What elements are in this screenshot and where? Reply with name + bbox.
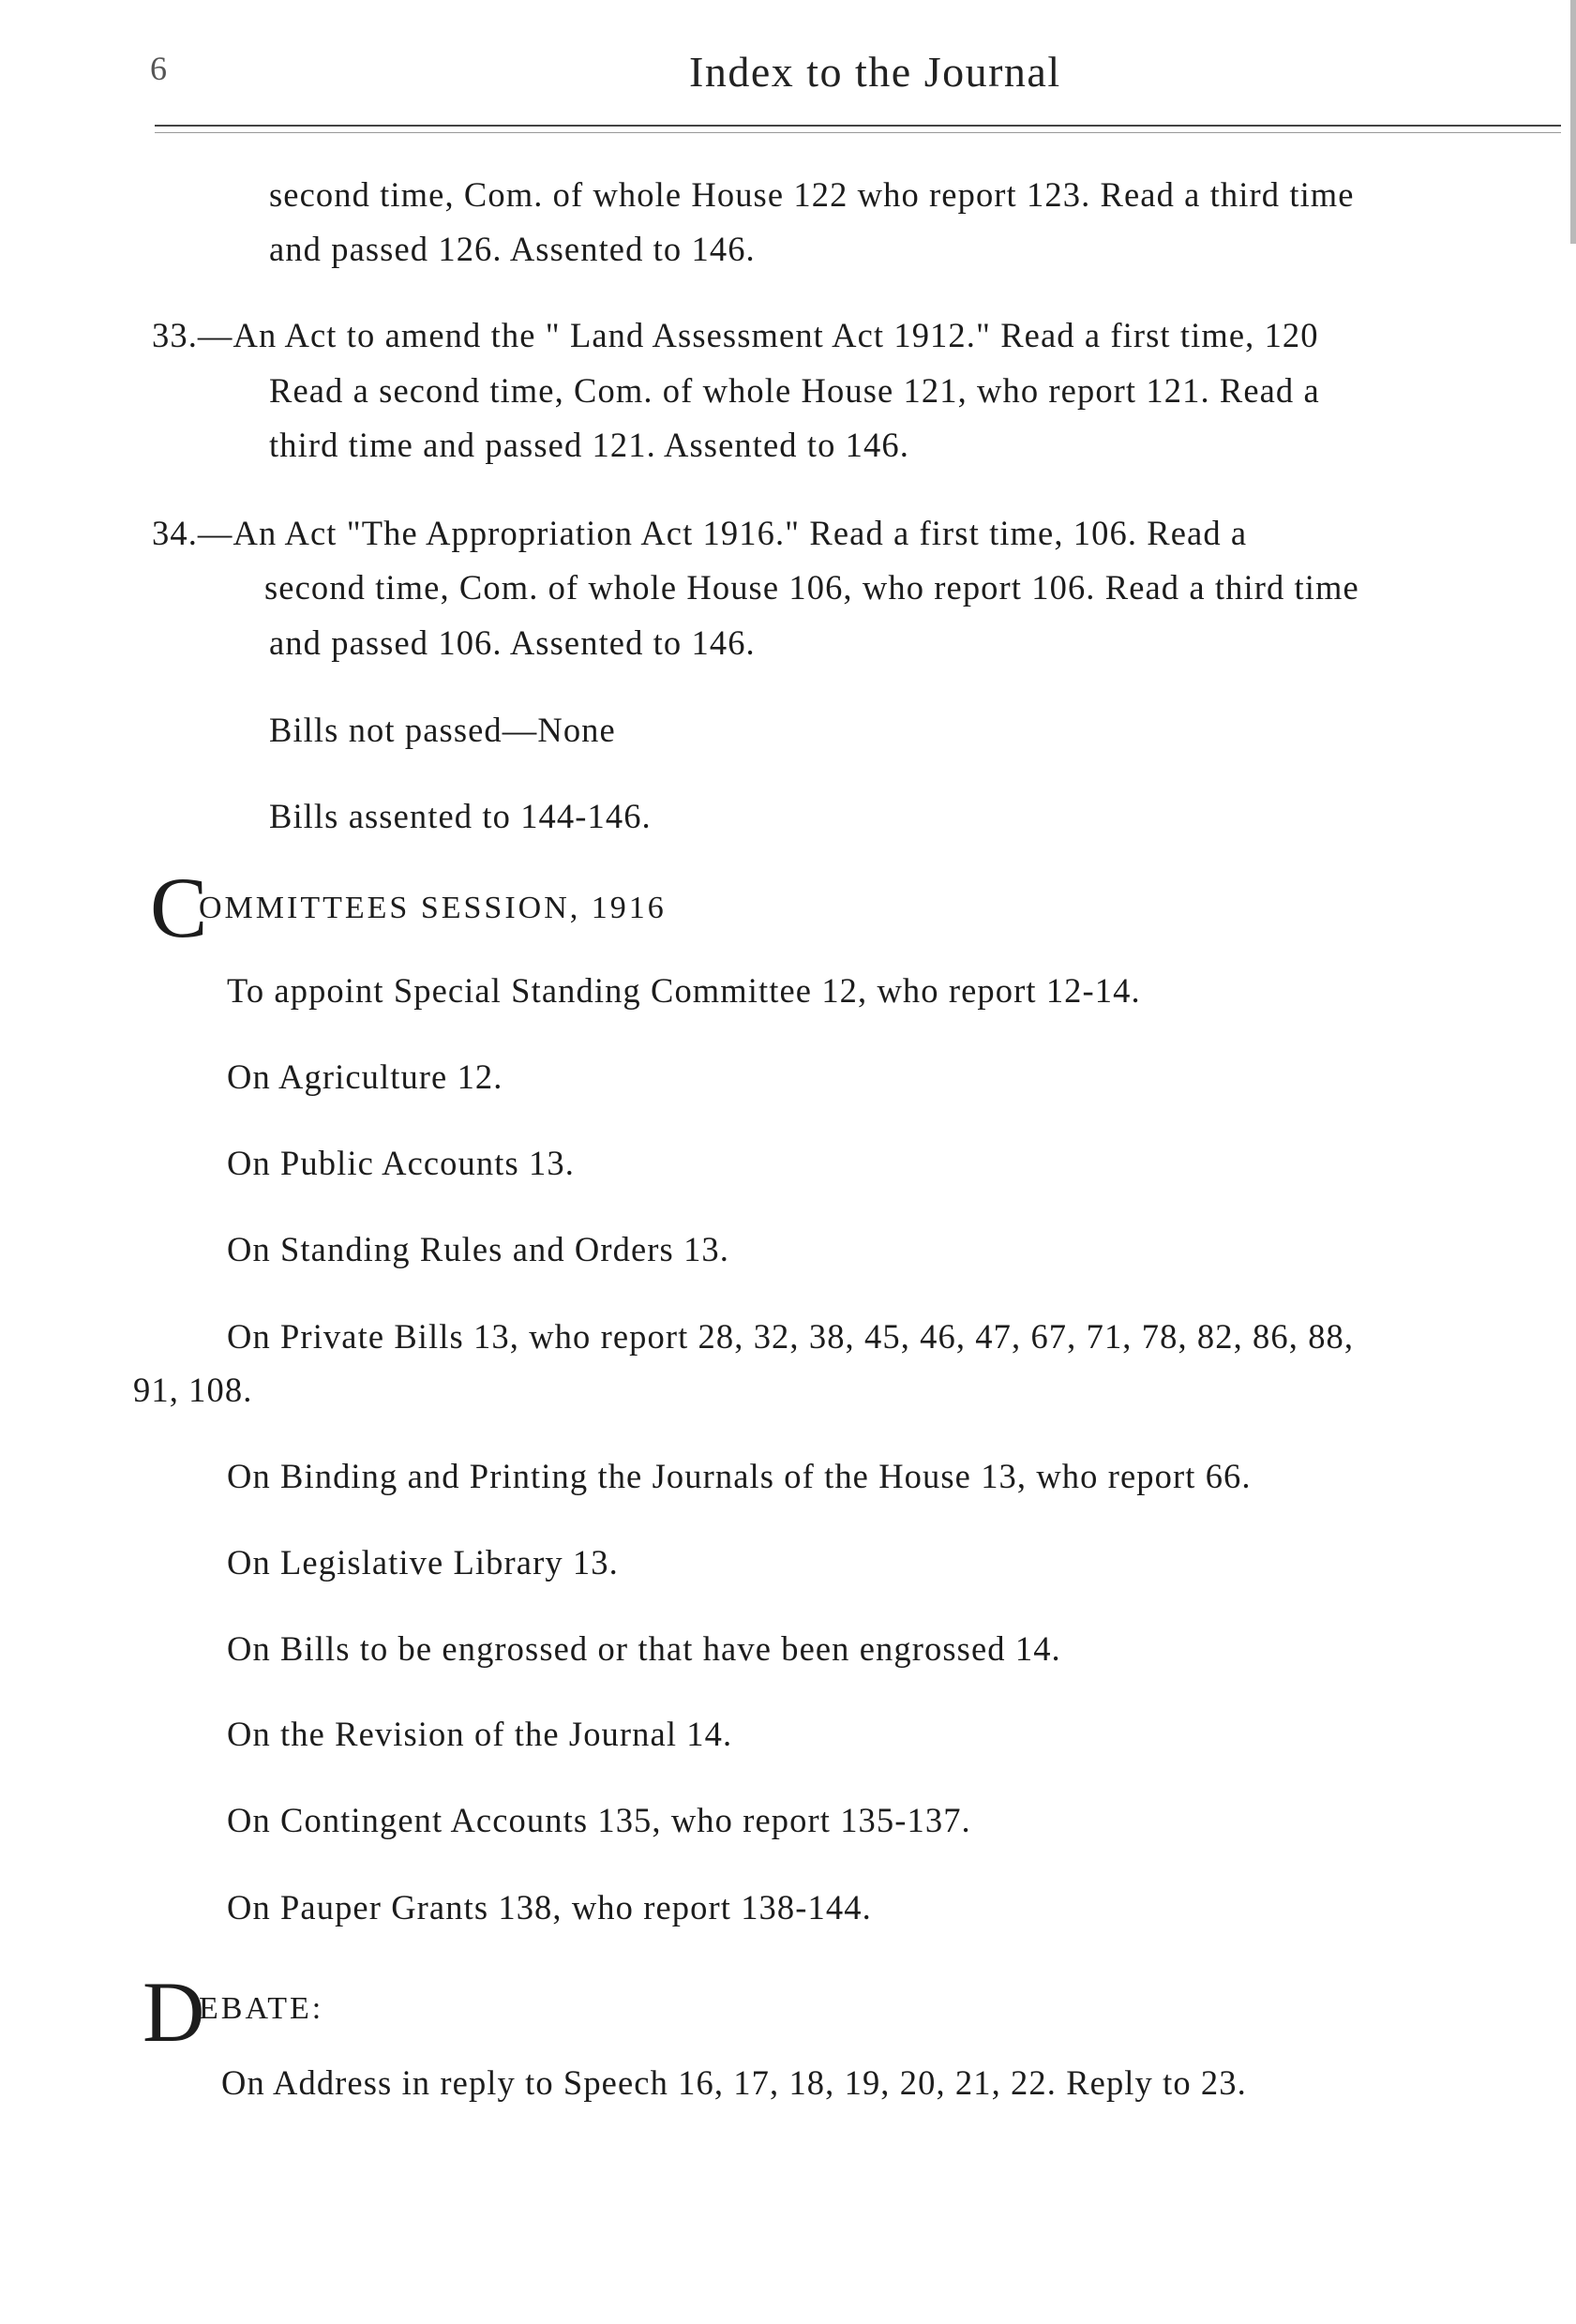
committee-item-2: On Agriculture 12. — [227, 1057, 503, 1096]
bill-33-line-2: Read a second time, Com. of whole House 121, who report 121. Read a — [269, 371, 1320, 410]
header-rule — [155, 125, 1561, 127]
bill-34-line-2: second time, Com. of whole House 106, who report 106. Read a third time — [264, 568, 1359, 607]
bill-34-line-3: and passed 106. Assented to 146. — [269, 623, 756, 662]
committee-item-3: On Public Accounts 13. — [227, 1144, 575, 1182]
committee-item-4: On Standing Rules and Orders 13. — [227, 1230, 730, 1268]
committee-item-9: On the Revision of the Journal 14. — [227, 1715, 733, 1753]
bills-assented: Bills assented to 144-146. — [269, 797, 652, 835]
bill-continued-line-2: and passed 126. Assented to 146. — [269, 230, 756, 268]
debate-heading: EBATE: — [199, 1991, 324, 2026]
committee-item-10: On Contingent Accounts 135, who report 135-137. — [227, 1801, 971, 1839]
header-rule-secondary — [155, 132, 1561, 133]
committee-item-5-continued: 91, 108. — [133, 1371, 253, 1409]
scan-edge — [1570, 0, 1576, 244]
committee-item-11: On Pauper Grants 138, who report 138-144. — [227, 1888, 872, 1927]
committee-item-1: To appoint Special Standing Committee 12, who report 12-14. — [227, 971, 1141, 1010]
committee-item-7: On Legislative Library 13. — [227, 1543, 619, 1582]
running-title: Index to the Journal — [689, 48, 1061, 96]
bill-continued-line-1: second time, Com. of whole House 122 who report 123. Read a third time — [269, 175, 1355, 214]
bill-34-line-1: 34.—An Act "The Appropriation Act 1916." Read a first time, 106. Read a — [152, 514, 1248, 552]
bills-not-passed: Bills not passed—None — [269, 711, 616, 749]
committee-item-8: On Bills to be engrossed or that have been engrossed 14. — [227, 1629, 1061, 1668]
committee-item-5: On Private Bills 13, who report 28, 32, 38, 45, 46, 47, 67, 71, 78, 82, 86, 88, — [227, 1317, 1355, 1356]
debate-item-1: On Address in reply to Speech 16, 17, 18, 19, 20, 21, 22. Reply to 23. — [221, 2063, 1247, 2102]
committees-heading: OMMITTEES SESSION, 1916 — [199, 891, 667, 925]
committee-item-6: On Binding and Printing the Journals of the House 13, who report 66. — [227, 1457, 1252, 1495]
page-number: 6 — [150, 50, 167, 87]
debate-drop-cap: D — [143, 1964, 205, 2060]
bill-33-line-1: 33.—An Act to amend the " Land Assessment Act 1912." Read a first time, 120 — [152, 316, 1319, 354]
bill-33-line-3: third time and passed 121. Assented to 146. — [269, 426, 909, 464]
committees-drop-cap: C — [150, 860, 208, 955]
